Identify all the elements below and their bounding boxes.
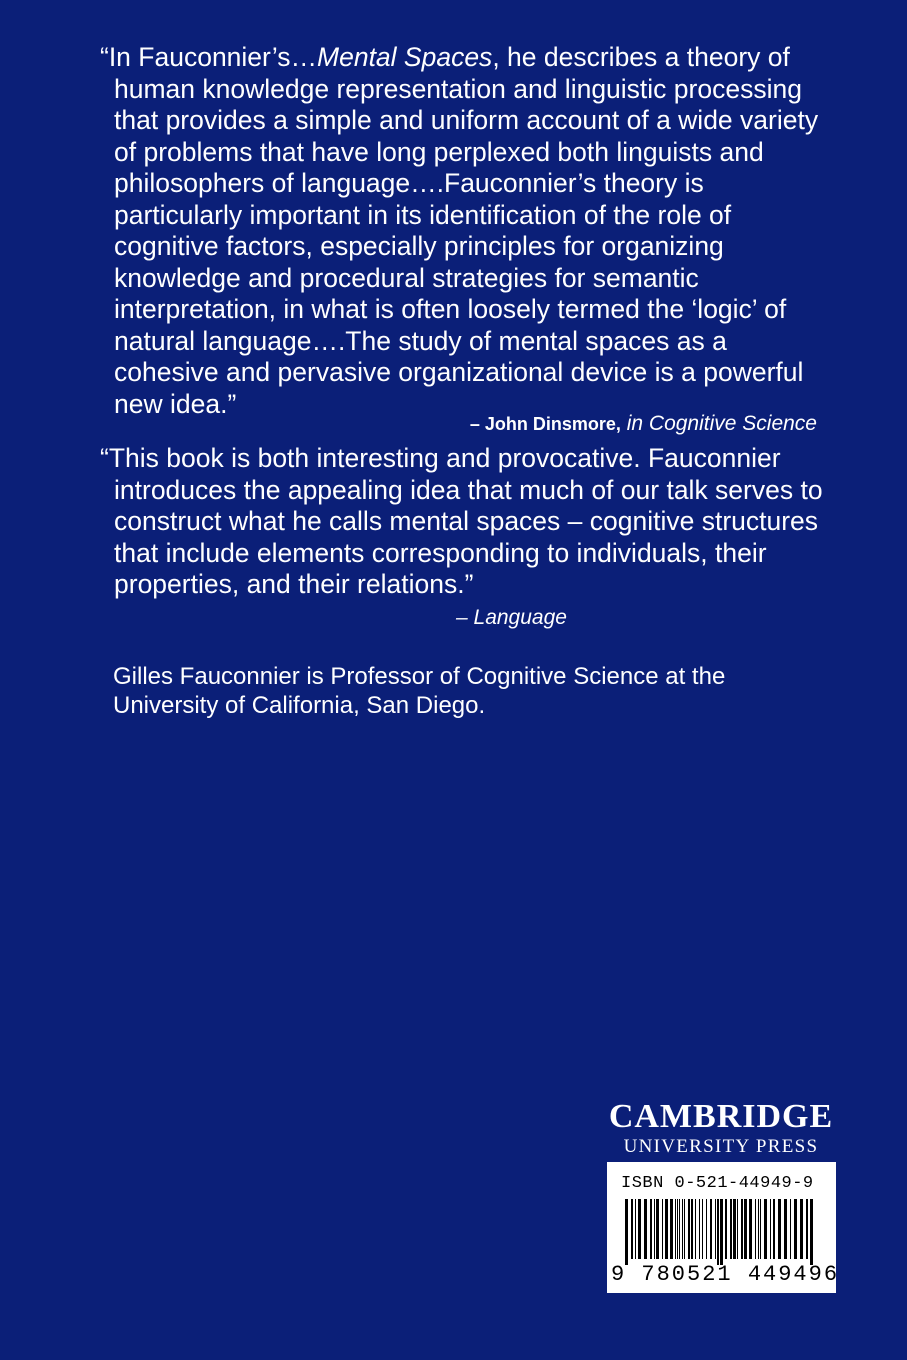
barcode-bar: [631, 1199, 633, 1259]
barcode-bars: [625, 1199, 821, 1265]
barcode-bar: [720, 1199, 723, 1265]
barcode-bar: [682, 1199, 683, 1259]
barcode-bar: [635, 1199, 636, 1259]
barcode-bar: [806, 1199, 808, 1259]
barcode-bar: [744, 1199, 747, 1259]
barcode-bar: [784, 1199, 787, 1259]
barcode-bar: [733, 1199, 736, 1259]
barcode-digits: 9 780521 449496: [611, 1262, 840, 1287]
barcode-bar: [695, 1199, 696, 1259]
barcode-bar: [688, 1199, 690, 1259]
barcode-bar: [760, 1199, 761, 1259]
barcode-bar: [758, 1199, 759, 1259]
barcode-bar: [764, 1199, 767, 1259]
barcode-bar: [699, 1199, 700, 1259]
barcode-bar: [737, 1199, 738, 1259]
barcode-bar: [665, 1199, 668, 1259]
quote-body: , he describes a theory of human knowledge representation and linguistic processing that provides a simple and uniform account of a wide variety of problems that have long perplexed both linguists and philosophers of language….Fauconnier’s theory is particularly important in its identification of the role of cognitive factors, especially principles for organizing knowledge and procedural strategies for semantic interpretation, in what is often loosely termed the ‘logic’ of natural language….The study of mental spaces as a cohesive and pervasive organizational device is a powerful new idea.”: [114, 42, 819, 419]
barcode-bar: [650, 1199, 652, 1259]
publisher-name: CAMBRIDGE: [608, 1098, 834, 1135]
barcode-bar: [778, 1199, 781, 1259]
barcode-bar: [725, 1199, 727, 1259]
attribution-source: – Language: [456, 606, 567, 629]
barcode-bar: [638, 1199, 641, 1259]
barcode-bar: [741, 1199, 743, 1259]
barcode-bar: [810, 1199, 813, 1265]
barcode-bar: [800, 1199, 803, 1259]
barcode-bar: [656, 1199, 659, 1259]
barcode-bar: [773, 1199, 775, 1259]
attribution-source: in Cognitive Science: [626, 412, 817, 435]
barcode-bar: [662, 1199, 663, 1259]
dinsmore-quote: [100, 42, 825, 420]
quote-body: “This book is both interesting and provocative. Fauconnier introduces the appealing idea that much of our talk serves to construct what he calls mental spaces – cognitive structures that include elements corresponding to individuals, their properties, and their relations.”: [100, 443, 823, 599]
dinsmore-attribution: [470, 412, 817, 436]
barcode-panel: [607, 1162, 840, 1293]
publisher-logo: [603, 1098, 839, 1158]
quote-opening: “In Fauconnier’s…: [100, 42, 318, 72]
barcode-bar: [770, 1199, 771, 1259]
barcode-bar: [654, 1199, 655, 1259]
barcode-bar: [755, 1199, 756, 1259]
barcode-bar: [749, 1199, 752, 1259]
barcode-bar: [794, 1199, 797, 1259]
isbn-label: ISBN 0-521-44949-9: [621, 1174, 814, 1193]
barcode-bar: [702, 1199, 703, 1259]
barcode-bar: [679, 1199, 680, 1259]
barcode-bar: [625, 1199, 628, 1265]
barcode-bar: [706, 1199, 707, 1259]
attribution-name: – John Dinsmore,: [469, 414, 621, 434]
barcode-bar: [644, 1199, 647, 1259]
language-attribution: [456, 606, 567, 630]
barcode-bar: [684, 1199, 685, 1259]
barcode-bar: [677, 1199, 678, 1259]
barcode-bar: [675, 1199, 676, 1259]
language-quote: [100, 443, 825, 601]
barcode-bar: [710, 1199, 712, 1259]
barcode-bar: [790, 1199, 791, 1259]
barcode-bar: [670, 1199, 673, 1259]
barcode-bar: [730, 1199, 732, 1259]
publisher-subtitle: UNIVERSITY PRESS: [623, 1136, 819, 1157]
author-bio: Gilles Fauconnier is Professor of Cognitive Science at the University of California, San Diego.: [113, 663, 726, 719]
barcode-bar: [717, 1199, 719, 1265]
barcode-bar: [691, 1199, 693, 1259]
barcode-bar: [715, 1199, 716, 1259]
book-title: Mental Spaces: [317, 42, 493, 72]
